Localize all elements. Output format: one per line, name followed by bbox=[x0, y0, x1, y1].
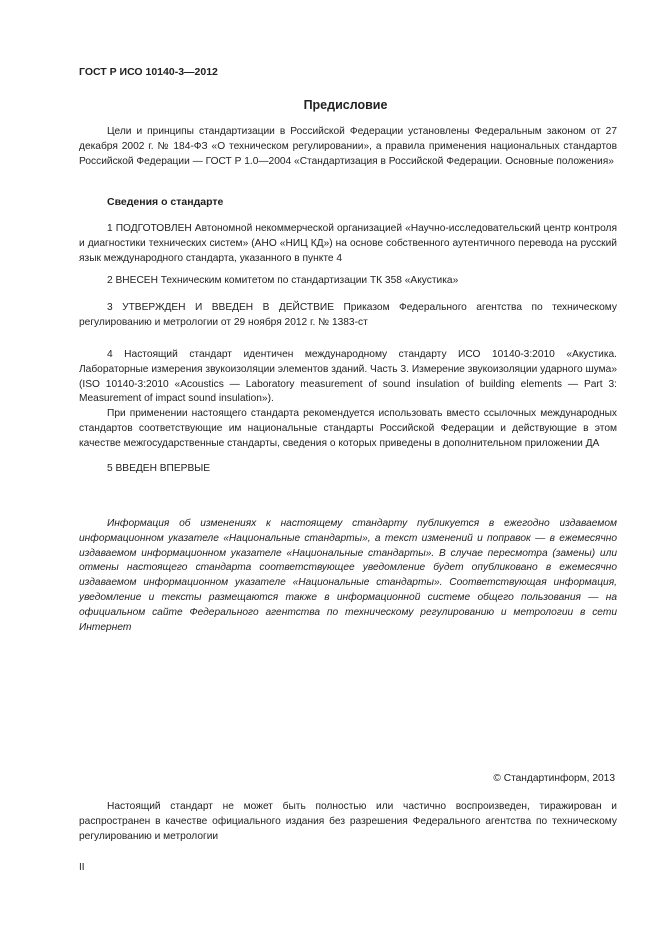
item-4-text: 4 Настоящий стандарт идентичен международному стандарту ИСО 10140-3:2010 «Акустика. Лабораторные измерения звукоизоляции элементов зданий. Часть 3. Измерение звукоизоляции ударного шума» (ISO 10140-3:2010 «Acoustics — Laboratory measurement of sound insulation of building elements — Part 3: Measurement of impact sound insulation»). bbox=[79, 349, 617, 405]
reproduction-notice bbox=[79, 800, 617, 844]
item-2 bbox=[79, 274, 617, 289]
copyright-line: © Стандартинформ, 2013 bbox=[493, 773, 615, 784]
item-3-text: 3 УТВЕРЖДЕН И ВВЕДЕН В ДЕЙСТВИЕ Приказом Федерального агентства по техническому регулированию и метрологии от 29 ноября 2012 г. № 1383-ст bbox=[79, 302, 617, 328]
item-5-text: 5 ВВЕДЕН ВПЕРВЫЕ bbox=[107, 463, 211, 474]
item-3 bbox=[79, 301, 617, 331]
page-number: II bbox=[79, 862, 85, 873]
item-2-text: 2 ВНЕСЕН Техническим комитетом по стандартизации ТК 358 «Акустика» bbox=[107, 275, 459, 286]
info-notice-text: Информация об изменениях к настоящему стандарту публикуется в ежегодно издаваемом информационном указателе «Национальные стандарты», а текст изменений и поправок — в ежемесячно издаваемом информационном указателе «Национальные стандарты». В случае пересмотра (замены) или отмены настоящего стандарта соответствующее уведомление будет опубликовано в ежемесячно издаваемом информационном указателе «Национальные стандарты». Соответствующая информация, уведомление и тексты размещаются также в информационной системе общего пользования — на официальном сайте Федерального агентства по техническому регулированию и метрологии в сети Интернет bbox=[79, 518, 617, 633]
reproduction-notice-text: Настоящий стандарт не может быть полностью или частично воспроизведен, тиражирован и распространен в качестве официального издания без разрешения Федерального агентства по техническому регулированию и метрологии bbox=[79, 801, 617, 842]
item-5 bbox=[79, 462, 617, 477]
intro-text: Цели и принципы стандартизации в Российской Федерации установлены Федеральным законом от 27 декабря 2002 г. № 184-ФЗ «О техническом регулировании», а правила применения национальных стандартов Российской Федерации — ГОСТ Р 1.0—2004 «Стандартизация в Российской Федерации. Основные положения» bbox=[79, 126, 617, 167]
section-subheading: Сведения о стандарте bbox=[107, 196, 224, 208]
item-1 bbox=[79, 222, 617, 266]
page-title: Предисловие bbox=[303, 98, 388, 112]
intro-paragraph bbox=[79, 125, 617, 169]
item-1-text: 1 ПОДГОТОВЛЕН Автономной некоммерческой организацией «Научно-исследовательский центр контроля и диагностики технических систем» (АНО «НИЦ КД») на основе собственного аутентичного перевода на русский язык международного стандарта, указанного в пункте 4 bbox=[79, 223, 617, 264]
item-4-note: При применении настоящего стандарта рекомендуется использовать вместо ссылочных международных стандартов соответствующие им национальные стандарты Российской Федерации и действующие в этом качестве межгосударственные стандарты, сведения о которых приведены в дополнительном приложении ДА bbox=[79, 408, 617, 449]
info-notice bbox=[79, 517, 617, 635]
document-code: ГОСТ Р ИСО 10140-3—2012 bbox=[79, 66, 218, 78]
item-4 bbox=[79, 348, 617, 452]
